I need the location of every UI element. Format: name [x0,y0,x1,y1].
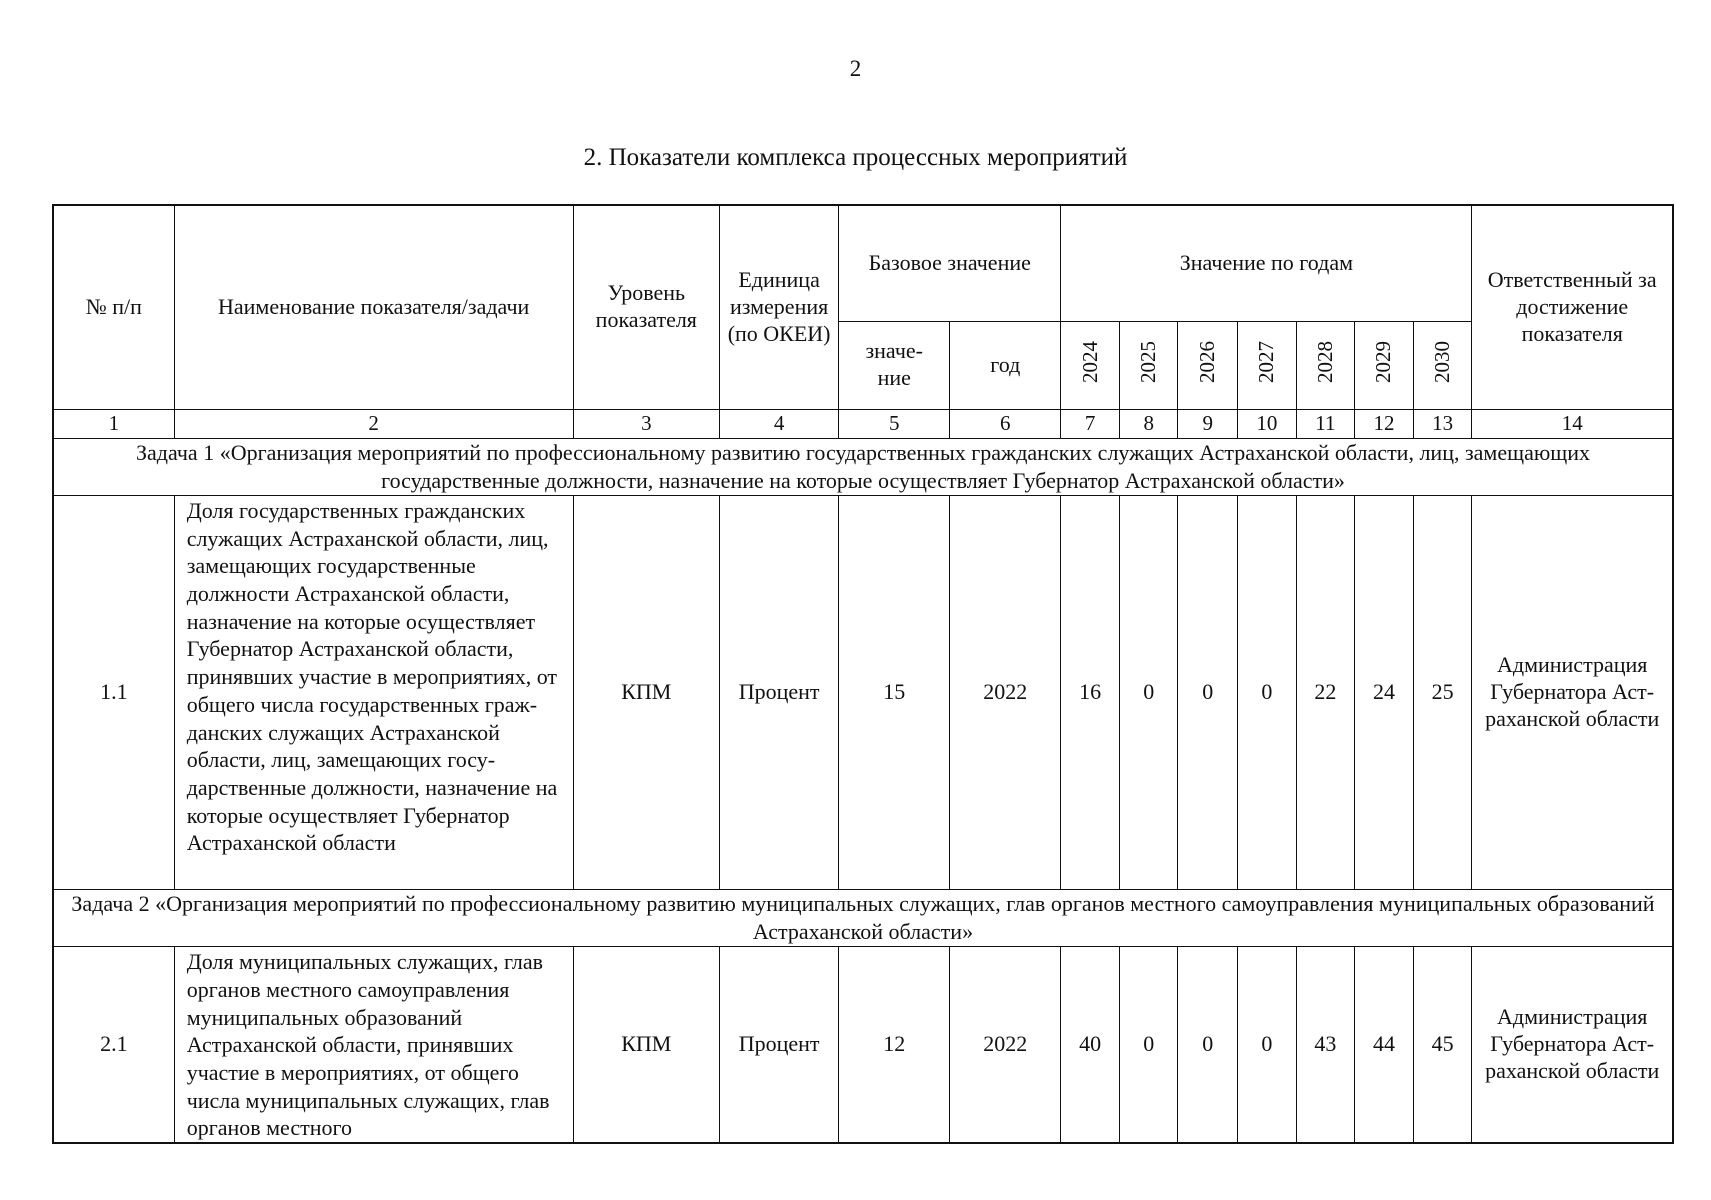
header-year-2028: 2028 [1296,321,1355,409]
page-number: 2 [849,56,862,81]
header-year-2027: 2027 [1238,321,1297,409]
column-number: 13 [1413,409,1472,438]
column-number: 12 [1355,409,1414,438]
table-row [53,495,1673,889]
header-unit: Единица измерения (по ОКЕИ) [720,205,839,409]
responsible: Администрация Губернатора Астраханской области [1472,495,1673,889]
value-2024: 40 [1061,947,1120,1144]
value-2028: 43 [1296,947,1355,1144]
column-number: 2 [174,409,573,438]
indicator-unit: Процент [720,947,839,1144]
header-level: Уровень показателя [573,205,719,409]
value-2029: 44 [1355,947,1414,1144]
column-number: 3 [573,409,719,438]
column-number: 6 [950,409,1061,438]
column-number: 10 [1238,409,1297,438]
task-2-text: Задача 2 «Организация мероприятий по профессиональному развитию муниципальных служащих, глав органов местного самоуправления муниципальных образований Астраханской области» [53,889,1673,946]
value-2025: 0 [1119,495,1178,889]
indicator-level: КПМ [573,947,719,1144]
base-value: 15 [839,495,950,889]
table-row [53,947,1673,1144]
header-year-2029: 2029 [1355,321,1414,409]
header-year-2024: 2024 [1061,321,1120,409]
indicator-unit: Процент [720,495,839,889]
column-number: 5 [839,409,950,438]
task-1-text: Задача 1 «Организация мероприятий по профессиональному развитию государственных гражданских служащих Астраханской области, лиц, замещающих государственные должности, назначение на которые осуществляет Губернатор Астраханской области» [53,438,1673,495]
header-year-2026: 2026 [1178,321,1238,409]
header-base-value: значение [839,321,950,409]
indicator-name: Доля государственных гражданских служащих Астраханской области, лиц, замещающих государственные должности Астраханской области, назначение на которые осуществляет Губернатор Астраханской области, принявших участие в мероприятиях, от общего числа государственных гражданских служащих Астраханской области, лиц, замещающих государственные должности, назначение на которые осуществляет Губернатор Астраханской области [174,495,573,889]
task-row-1 [53,438,1673,495]
column-number: 14 [1472,409,1673,438]
value-2029: 24 [1355,495,1414,889]
column-number: 9 [1178,409,1238,438]
header-responsible: Ответственный за достижение показателя [1472,205,1673,409]
value-2027: 0 [1238,947,1297,1144]
column-number: 11 [1296,409,1355,438]
responsible: Администрация Губернатора Астраханской области [1472,947,1673,1144]
value-2028: 22 [1296,495,1355,889]
value-2026: 0 [1178,495,1238,889]
row-number: 1.1 [53,495,174,889]
indicators-table [52,204,1674,1144]
value-2026: 0 [1178,947,1238,1144]
value-2030: 25 [1413,495,1472,889]
header-base: Базовое значение [839,205,1061,321]
task-row-2 [53,889,1673,946]
header-row-top [53,205,1673,321]
base-value: 12 [839,947,950,1144]
header-year-2030: 2030 [1413,321,1472,409]
value-2024: 16 [1061,495,1120,889]
column-number: 8 [1119,409,1178,438]
base-year: 2022 [950,947,1061,1144]
header-base-year: год [950,321,1061,409]
header-years-group: Значение по годам [1061,205,1472,321]
column-number: 4 [720,409,839,438]
column-numbers-row [53,409,1673,438]
header-name: Наименование показателя/задачи [174,205,573,409]
base-year: 2022 [950,495,1061,889]
indicator-name: Доля муниципальных служащих, глав органов местного самоуправления муниципальных образований Астраханской области, принявших участие в мероприятиях, от общего числа муниципальных служащих, глав органов местного [174,947,573,1144]
column-number: 1 [53,409,174,438]
value-2025: 0 [1119,947,1178,1144]
row-number: 2.1 [53,947,174,1144]
header-year-2025: 2025 [1119,321,1178,409]
column-number: 7 [1061,409,1120,438]
value-2030: 45 [1413,947,1472,1144]
header-num: № п/п [53,205,174,409]
indicator-level: КПМ [573,495,719,889]
section-title: 2. Показатели комплекса процессных мероприятий [583,144,1128,171]
value-2027: 0 [1238,495,1297,889]
